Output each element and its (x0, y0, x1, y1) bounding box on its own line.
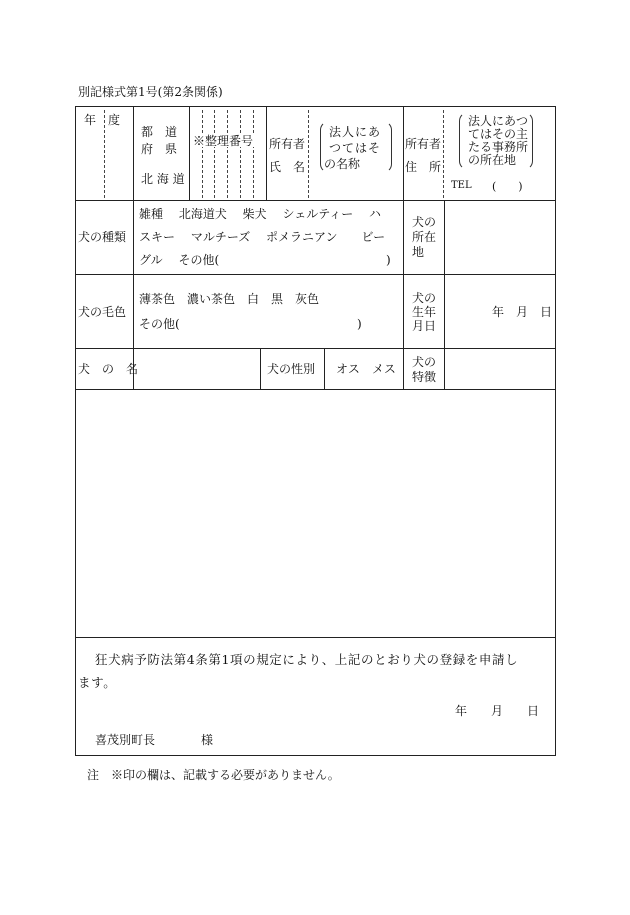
prefecture-value: 北 海 道 (141, 172, 185, 186)
owner-name-note: の名称 (324, 157, 361, 171)
application-statement: ます。 (78, 675, 117, 690)
col-divider (260, 348, 261, 389)
coat-color-label: 犬の毛色 (78, 305, 127, 319)
birth-date-label: 生年 (412, 305, 437, 319)
dog-features-label: 特徴 (412, 370, 437, 384)
breed-label: 犬の種類 (78, 230, 127, 244)
row-divider (75, 200, 556, 201)
blank-entry-area (76, 390, 555, 636)
dashed-divider (227, 110, 228, 198)
col-divider (133, 106, 134, 389)
tel-label: TEL (451, 180, 472, 191)
breed-options-line2: スキー マルチーズ ポメラニアン ビー (139, 230, 386, 244)
dashed-divider (202, 110, 203, 198)
dashed-divider (253, 110, 254, 198)
breed-options-line1: 雑種 北海道犬 柴犬 シェルティー ハ (139, 207, 382, 221)
owner-name-label: 氏 名 (269, 160, 306, 174)
dog-features-label: 犬の (412, 355, 437, 369)
row-divider (75, 274, 556, 275)
dashed-divider (443, 110, 444, 198)
owner-address-label: 所有者 (405, 137, 442, 151)
form-title: 別記様式第1号(第2条関係) (78, 85, 223, 99)
col-divider (444, 200, 445, 389)
coat-other-close: ) (357, 317, 362, 331)
addressee: 喜茂別町長 (95, 733, 156, 747)
col-divider (403, 200, 404, 389)
breed-other-close: ) (386, 253, 391, 267)
dashed-divider (308, 110, 309, 198)
breed-options-line3: グル その他( (139, 253, 220, 267)
col-divider (189, 106, 190, 200)
dashed-divider (214, 110, 215, 198)
registration-number-label: ※整理番号 (193, 134, 254, 148)
prefecture-label: 都 道 (141, 125, 178, 139)
coat-color-other: その他( (139, 317, 180, 331)
application-date: 年 月 日 (455, 704, 540, 718)
row-divider (75, 637, 556, 638)
dog-name-label: 犬 の 名 (78, 362, 139, 376)
owner-name-note: つてはそ (329, 141, 382, 155)
year-label: 年 度 (84, 113, 121, 127)
tel-parentheses: ( ) (492, 180, 523, 193)
owner-address-note: てはその主 (468, 127, 529, 141)
prefecture-label: 府 県 (141, 142, 178, 156)
birth-date-label: 月日 (412, 319, 437, 333)
owner-address-label: 住 所 (405, 160, 442, 174)
row-divider (75, 348, 556, 349)
honorific: 様 (201, 733, 214, 747)
application-statement: 狂犬病予防法第4条第1項の規定により、上記のとおり犬の登録を申請し (95, 652, 519, 667)
coat-color-options: 薄茶色 濃い茶色 白 黒 灰色 (139, 292, 320, 306)
owner-name-label: 所有者 (269, 137, 306, 151)
dog-location-label: 地 (412, 245, 425, 259)
owner-address-note: の所在地 (468, 153, 517, 167)
footnote: 注 ※印の欄は、記載する必要がありません。 (87, 768, 340, 782)
dashed-divider (240, 110, 241, 198)
col-divider (403, 106, 404, 200)
dog-location-label: 所在 (412, 230, 437, 244)
col-divider (324, 348, 325, 389)
col-divider (266, 106, 267, 200)
owner-address-note: 法人にあつ (468, 114, 529, 128)
birth-date-label: 犬の (412, 291, 437, 305)
dog-sex-options: オス メス (336, 362, 396, 376)
dog-location-label: 犬の (412, 215, 437, 229)
owner-name-note: 法人にあ (329, 125, 382, 139)
dog-sex-label: 犬の性別 (267, 362, 316, 376)
owner-address-note: たる事務所 (468, 140, 529, 154)
birth-date-value: 年 月 日 (492, 305, 553, 319)
